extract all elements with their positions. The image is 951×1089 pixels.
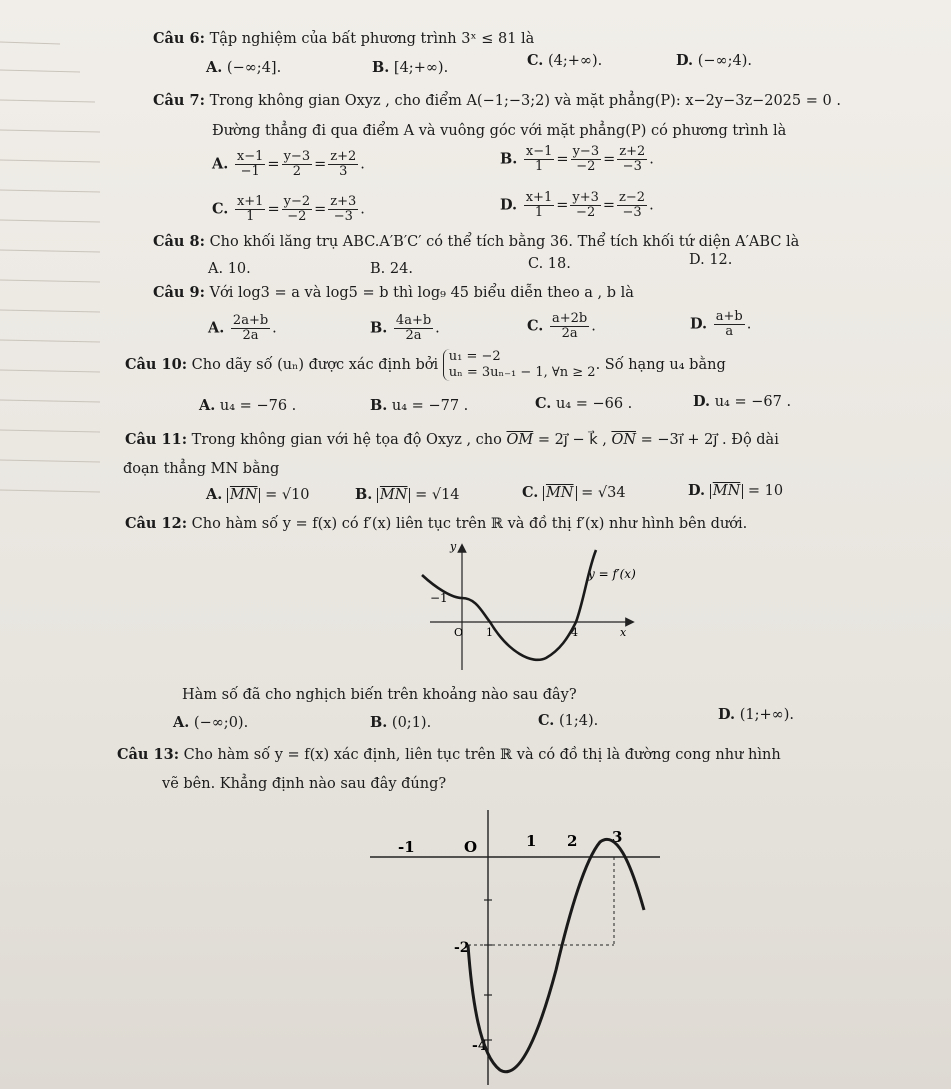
- tick-label-neg1: −1: [430, 591, 448, 605]
- option-text: (−∞;4).: [697, 53, 752, 69]
- q12-option-c[interactable]: [538, 712, 598, 730]
- option-text: u₄ = −66 .: [555, 396, 633, 412]
- option-letter: C.: [535, 395, 552, 412]
- option-letter: A.: [208, 319, 225, 337]
- option-text: (4;+∞).: [547, 53, 603, 69]
- vector-on: $\overline{ON}$: [611, 432, 637, 448]
- q8-text: Cho khối lăng trụ ABC.A′B′C′ có thể tích bằng 36. Thể tích khối tứ diện A′ABC là: [209, 234, 800, 250]
- q6-option-d[interactable]: [676, 52, 752, 70]
- y-axis-label: y: [450, 540, 457, 553]
- vector-mn: $\overline{MN}$: [710, 484, 744, 499]
- q9-label: Câu 9:: [153, 284, 205, 301]
- q9-option-c[interactable]: C. $\frac{a+2b}{2a}$ .: [527, 311, 596, 341]
- option-text: (−∞;0).: [193, 715, 249, 731]
- q7-label: Câu 7:: [153, 92, 205, 109]
- option-letter: A.: [212, 155, 229, 173]
- fraction: $\frac{y+3}{-2}$: [572, 190, 599, 220]
- vector-on-value: = −3i⃗ + 2j⃗ . Độ dài: [640, 432, 779, 448]
- q7-text2: Đường thẳng đi qua điểm A và vuông góc với mặt phẳng(P) có phương trình là: [212, 123, 787, 139]
- option-text: (−∞;4].: [226, 60, 282, 76]
- fraction: $\frac{x-1}{1}$: [525, 144, 553, 174]
- q6-option-b[interactable]: [372, 59, 448, 77]
- curve-label: y = f′(x): [588, 567, 636, 581]
- fraction: $\frac{x+1}{1}$: [236, 194, 264, 224]
- q11-option-b[interactable]: [355, 486, 460, 504]
- tick-label-4: 4: [571, 626, 578, 639]
- q10-option-c[interactable]: [535, 395, 632, 413]
- x-tick-3: 3: [612, 828, 623, 846]
- q11-stem: [125, 431, 779, 449]
- fraction: $\frac{y-3}{2}$: [283, 149, 311, 179]
- option-letter: D.: [500, 196, 518, 214]
- option-letter: B.: [500, 150, 518, 168]
- q11-text2: đoạn thẳng MN bằng: [123, 461, 280, 477]
- option-letter: C.: [527, 317, 544, 335]
- x-tick-2: 2: [567, 832, 578, 850]
- option-text: (0;1).: [391, 715, 432, 731]
- q9-stem: [153, 284, 634, 302]
- option-letter: C.: [538, 712, 555, 729]
- q9-option-d[interactable]: D. $\frac{a+b}{a}$ .: [690, 309, 752, 339]
- q8-option-b[interactable]: [370, 260, 413, 278]
- option-letter: B.: [355, 486, 373, 503]
- tick-label-origin: O: [454, 626, 464, 639]
- q7-option-d[interactable]: D. $\frac{x+1}{1}$ = $\frac{y+3}{-2}$ = $\frac{z-2}{-3}$ .: [500, 190, 654, 220]
- q12-option-b[interactable]: [370, 714, 431, 732]
- option-letter: C.: [212, 200, 229, 218]
- option-letter: C.: [528, 256, 544, 272]
- option-letter: A.: [199, 397, 216, 414]
- q12-option-a[interactable]: [173, 714, 248, 732]
- fraction: $\frac{2a+b}{2a}$: [232, 313, 269, 343]
- option-text: 18.: [547, 256, 571, 272]
- vector-mn: $\overline{MN}$: [543, 486, 577, 501]
- function-curve: [468, 839, 644, 1071]
- q10-option-a[interactable]: [199, 397, 296, 415]
- option-letter: B.: [370, 397, 388, 414]
- option-letter: C.: [527, 52, 544, 69]
- q12-stem: [125, 515, 747, 533]
- q6-option-c[interactable]: [527, 52, 602, 70]
- fraction: $\frac{y-3}{-2}$: [572, 144, 600, 174]
- option-text: 24.: [389, 261, 413, 277]
- option-letter: A.: [206, 59, 223, 76]
- fraction: $\frac{4a+b}{2a}$: [395, 313, 432, 343]
- system-line-1: u₁ = −2: [448, 349, 501, 364]
- fraction: $\frac{z-2}{-3}$: [619, 190, 646, 220]
- option-letter: B.: [370, 319, 388, 337]
- x-tick-origin: O: [464, 838, 478, 856]
- vector-om-value: = 2j⃗ − k⃗ ,: [537, 432, 607, 448]
- q11-option-d[interactable]: [688, 482, 783, 500]
- fraction: $\frac{z+2}{3}$: [330, 149, 357, 179]
- option-text: (1;4).: [558, 713, 599, 729]
- q9-option-b[interactable]: B. $\frac{4a+b}{2a}$ .: [370, 313, 440, 343]
- q10-text: Cho dãy số (uₙ) được xác định bởi: [191, 357, 439, 373]
- fraction: $\frac{z+2}{-3}$: [619, 144, 646, 174]
- fraction: $\frac{y-2}{-2}$: [283, 194, 311, 224]
- q10-label: Câu 10:: [125, 356, 188, 373]
- q6-text: Tập nghiệm của bất phương trình 3ˣ ≤ 81 là: [209, 31, 535, 47]
- q12-derivative-graph: [420, 540, 650, 675]
- q13-text: Cho hàm số y = f(x) xác định, liên tục trên ℝ và có đồ thị là đường cong như hình: [183, 747, 781, 763]
- q6-stem: [153, 30, 534, 48]
- q10-text2: . Số hạng u₄ bằng: [595, 357, 726, 373]
- option-letter: D.: [688, 482, 706, 499]
- option-text: = √14: [415, 487, 460, 503]
- q12-text: Cho hàm số y = f(x) có f′(x) liên tục trên ℝ và đồ thị f′(x) như hình bên dưới.: [191, 516, 748, 532]
- y-tick-neg4: -4: [472, 1038, 488, 1054]
- q9-option-a[interactable]: A. $\frac{2a+b}{2a}$ .: [208, 313, 277, 343]
- vector-mn: $\overline{MN}$: [227, 488, 261, 503]
- recurrence-system: [443, 349, 596, 381]
- option-letter: B.: [372, 59, 390, 76]
- option-letter: A.: [206, 486, 223, 503]
- option-text: 12.: [709, 252, 733, 268]
- q8-option-c[interactable]: [528, 255, 571, 273]
- tick-label-1: 1: [486, 626, 493, 639]
- q7-option-b[interactable]: B. $\frac{x-1}{1}$ = $\frac{y-3}{-2}$ = $\frac{z+2}{-3}$ .: [500, 144, 654, 174]
- q9-text: Với log3 = a và log5 = b thì log₉ 45 biểu diễn theo a , b là: [209, 285, 634, 301]
- option-text: 10.: [227, 261, 251, 277]
- y-tick-neg2: -2: [454, 940, 470, 956]
- x-tick-1: 1: [526, 832, 537, 850]
- option-text: u₄ = −77 .: [391, 398, 469, 414]
- option-letter: B.: [370, 714, 388, 731]
- q7-stem: [153, 92, 841, 110]
- q6-label: Câu 6:: [153, 30, 205, 47]
- vector-om: $\overline{OM}$: [506, 432, 534, 448]
- option-text: u₄ = −67 .: [714, 394, 792, 410]
- q13-text2: vẽ bên. Khẳng định nào sau đây đúng?: [162, 776, 447, 792]
- q11-option-c[interactable]: [522, 484, 626, 502]
- q8-option-d[interactable]: [689, 251, 732, 269]
- option-letter: C.: [522, 484, 539, 501]
- q7-option-a[interactable]: A. $\frac{x-1}{-1}$ = $\frac{y-3}{2}$ = $\frac{z+2}{3}$ .: [212, 149, 365, 179]
- derivative-curve: [422, 550, 596, 660]
- q11-option-a[interactable]: [206, 486, 310, 504]
- q11-text: Trong không gian với hệ tọa độ Oxyz , cho: [191, 432, 502, 448]
- q7-option-c[interactable]: C. $\frac{x+1}{1}$ = $\frac{y-2}{-2}$ = $\frac{z+3}{-3}$ .: [212, 194, 365, 224]
- q12-option-d[interactable]: [718, 706, 794, 724]
- option-letter: D.: [689, 252, 705, 268]
- system-line-2: uₙ = 3uₙ₋₁ − 1, ∀n ≥ 2: [448, 365, 596, 380]
- option-letter: D.: [693, 393, 711, 410]
- q8-label: Câu 8:: [153, 233, 205, 250]
- option-letter: D.: [718, 706, 736, 723]
- fraction: $\frac{x+1}{1}$: [525, 190, 553, 220]
- q13-label: Câu 13:: [117, 746, 180, 763]
- option-letter: A.: [208, 261, 224, 277]
- option-text: [4;+∞).: [393, 60, 449, 76]
- q11-label: Câu 11:: [125, 431, 188, 448]
- q13-function-graph: [360, 800, 670, 1085]
- q8-option-a[interactable]: [208, 260, 251, 278]
- notebook-lines: [0, 0, 110, 1089]
- q12-text2: Hàm số đã cho nghịch biến trên khoảng nào sau đây?: [182, 687, 577, 703]
- option-letter: D.: [690, 315, 708, 333]
- option-text: (1;+∞).: [739, 707, 794, 723]
- option-letter: B.: [370, 261, 386, 277]
- q7-text: Trong không gian Oxyz , cho điểm A(−1;−3;2) và mặt phẳng(P): x−2y−3z−2025 = 0 .: [209, 93, 841, 109]
- q10-option-b[interactable]: [370, 397, 468, 415]
- q12-label: Câu 12:: [125, 515, 188, 532]
- option-text: = √34: [581, 485, 626, 501]
- q10-option-d[interactable]: [693, 393, 791, 411]
- q6-option-a[interactable]: [206, 59, 281, 77]
- q10-stem: [125, 349, 726, 381]
- option-letter: A.: [173, 714, 190, 731]
- x-axis-label: x: [620, 626, 627, 639]
- q13-stem: [117, 746, 781, 764]
- vector-mn: $\overline{MN}$: [377, 488, 411, 503]
- fraction: $\frac{a+b}{a}$: [715, 309, 743, 339]
- fraction: $\frac{a+2b}{2a}$: [551, 311, 588, 341]
- option-text: u₄ = −76 .: [219, 398, 297, 414]
- q8-stem: [153, 233, 799, 251]
- x-tick-neg1: -1: [398, 838, 415, 856]
- option-text: = 10: [747, 483, 784, 499]
- fraction: $\frac{z+3}{-3}$: [330, 194, 357, 224]
- option-letter: D.: [676, 52, 694, 69]
- option-text: = √10: [265, 487, 310, 503]
- fraction: $\frac{x-1}{-1}$: [236, 149, 264, 179]
